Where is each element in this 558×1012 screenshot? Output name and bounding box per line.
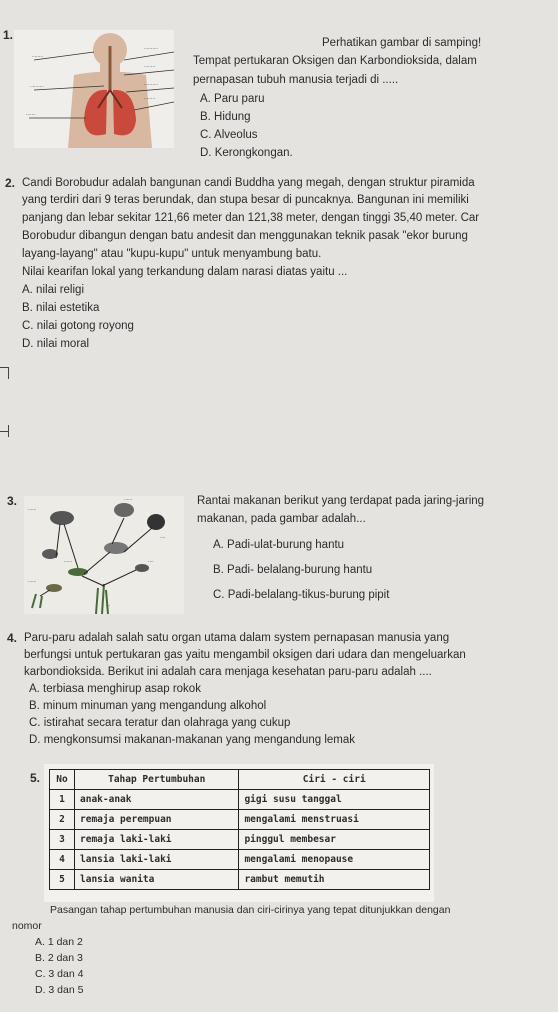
q5-question-line-2: nomor	[12, 920, 42, 932]
table-cell-traits: pinggul membesar	[239, 830, 430, 850]
q2-number: 2.	[5, 176, 16, 190]
q3-option-a[interactable]: A. Padi-ulat-burung hantu	[213, 539, 345, 551]
table-row	[50, 850, 430, 870]
q1-option-d[interactable]: D. Kerongkongan.	[200, 147, 293, 159]
q2-line-3: panjang dan lebar sekitar 121,66 meter dan 121,38 meter, dengan tinggi 35,40 meter. Car	[22, 212, 480, 224]
table-cell-stage: anak-anak	[75, 790, 239, 810]
q3-option-b[interactable]: B. Padi- belalang-burung hantu	[213, 564, 373, 576]
table-cell-no: 4	[50, 850, 75, 870]
q2-option-c[interactable]: C. nilai gotong royong	[22, 320, 134, 332]
q5-option-d[interactable]: D. 3 dan 5	[35, 984, 84, 996]
table-cell-no: 5	[50, 870, 75, 890]
q2-option-d[interactable]: D. nilai moral	[22, 338, 90, 350]
q5-option-a[interactable]: A. 1 dan 2	[35, 936, 83, 948]
q1-question-line-1: Tempat pertukaran Oksigen dan Karbondioksida, dalam	[193, 55, 477, 67]
margin-mark	[8, 425, 9, 437]
q2-option-a[interactable]: A. nilai religi	[22, 284, 84, 296]
q4-option-c[interactable]: C. istirahat secara teratur dan olahraga yang cukup	[29, 717, 291, 729]
table-header-row	[50, 770, 430, 790]
table-cell-traits: rambut memutih	[239, 870, 430, 890]
svg-text:......: ......	[28, 506, 37, 512]
q2-line-5: layang-layang" atau "kupu-kupu" untuk menyambung batu.	[22, 248, 322, 260]
svg-text:........: ........	[144, 95, 156, 101]
q1-number: 1.	[3, 28, 14, 42]
q4-line-3: karbondioksida. Berikut ini adalah cara menjaga kesehatan paru-paru adalah ....	[24, 666, 432, 678]
svg-text:....: ....	[160, 534, 166, 540]
margin-mark	[8, 367, 9, 379]
q4-option-b[interactable]: B. minum minuman yang mengandung alkohol	[29, 700, 267, 712]
q2-line-2: yang terdiri dari 9 teras berundak, dan stupa besar di puncaknya. Bangunan ini memiliki	[22, 194, 469, 206]
q2-line-4: Borobudur dibangun dengan batu andesit dan menggunakan teknik pasak "ekor burung	[22, 230, 468, 242]
table-row	[50, 870, 430, 890]
q2-line-1: Candi Borobudur adalah bangunan candi Buddha yang megah, dengan struktur piramida	[22, 177, 475, 189]
table-row	[50, 810, 430, 830]
table-cell-traits: mengalami menstruasi	[239, 810, 430, 830]
q4-option-a[interactable]: A. terbiasa menghirup asap rokok	[29, 683, 201, 695]
table-cell-no: 3	[50, 830, 75, 850]
svg-text:..........: ..........	[144, 45, 158, 51]
svg-text:....: ....	[148, 558, 154, 564]
q5-question-line-1: Pasangan tahap pertumbuhan manusia dan ciri-cirinya yang tepat ditunjukkan dengan	[50, 904, 451, 916]
q3-question-line-2: makanan, pada gambar adalah...	[197, 513, 366, 525]
table-cell-stage: remaja laki-laki	[75, 830, 239, 850]
table-cell-stage: remaja perempuan	[75, 810, 239, 830]
table-row	[50, 790, 430, 810]
q1-question-line-2: pernapasan tubuh manusia terjadi di .....	[193, 74, 399, 86]
table-cell-no: 1	[50, 790, 75, 810]
q1-option-a[interactable]: A. Paru paru	[200, 93, 265, 105]
q3-question-line-1: Rantai makanan berikut yang terdapat pada jaring-jaring	[197, 495, 485, 507]
q5-option-b[interactable]: B. 2 dan 3	[35, 952, 83, 964]
table-cell-stage: lansia laki-laki	[75, 850, 239, 870]
svg-text:..........: ..........	[30, 83, 44, 89]
q2-option-b[interactable]: B. nilai estetika	[22, 302, 100, 314]
q3-number: 3.	[7, 494, 18, 508]
respiratory-system-figure	[14, 30, 174, 148]
table-header-stage: Tahap Pertumbuhan	[75, 770, 239, 790]
svg-text:......: ......	[28, 578, 37, 584]
svg-text:........: ........	[144, 63, 156, 69]
q3-option-c[interactable]: C. Padi-belalang-tikus-burung pipit	[213, 589, 390, 601]
svg-text:......: ......	[64, 558, 73, 564]
q1-option-c[interactable]: C. Alveolus	[200, 129, 258, 141]
svg-text:........: ........	[32, 53, 44, 59]
svg-text:...: ...	[106, 602, 111, 608]
table-header-no: No	[50, 770, 75, 790]
svg-text:..........: ..........	[144, 81, 158, 87]
table-cell-stage: lansia wanita	[75, 870, 239, 890]
q1-option-b[interactable]: B. Hidung	[200, 111, 251, 123]
table-cell-no: 2	[50, 810, 75, 830]
growth-stages-table	[49, 769, 430, 890]
q5-option-c[interactable]: C. 3 dan 4	[35, 968, 84, 980]
food-web-figure	[24, 496, 184, 614]
table-row	[50, 830, 430, 850]
svg-text:.......: .......	[26, 111, 36, 117]
q4-line-1: Paru-paru adalah salah satu organ utama dalam system pernapasan manusia yang	[24, 632, 450, 644]
q2-line-6: Nilai kearifan lokal yang terkandung dalam narasi diatas yaitu ...	[22, 266, 348, 278]
q1-intro: Perhatikan gambar di samping!	[322, 37, 482, 49]
q5-number: 5.	[30, 771, 41, 785]
table-cell-traits: gigi susu tanggal	[239, 790, 430, 810]
q4-number: 4.	[7, 631, 18, 645]
q4-line-2: berfungsi untuk pertukaran gas yaitu mengambil oksigen dari udara dan mengeluarkan	[24, 649, 466, 661]
table-cell-traits: mengalami menopause	[239, 850, 430, 870]
table-header-traits: Ciri - ciri	[239, 770, 430, 790]
q4-option-d[interactable]: D. mengkonsumsi makanan-makanan yang mengandung lemak	[29, 734, 356, 746]
svg-text:......: ......	[124, 496, 133, 502]
